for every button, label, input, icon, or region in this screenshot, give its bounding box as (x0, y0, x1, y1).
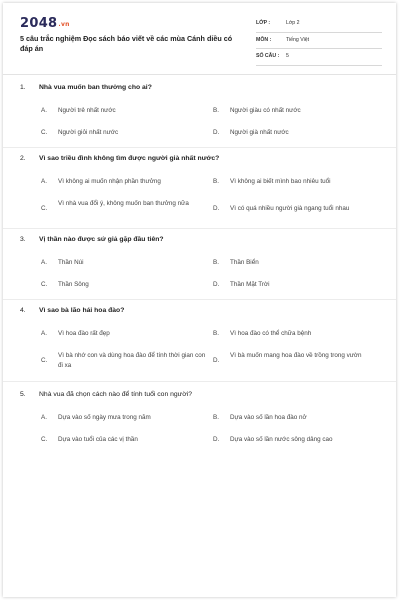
option-letter: C. (41, 281, 48, 288)
option-text: Thần Biển (230, 259, 259, 266)
option-letter: D. (213, 436, 220, 443)
option-text: Người già nhất nước (230, 129, 289, 136)
option-text: Vì hoa đào có thể chữa bệnh (230, 330, 312, 337)
question-label: Vị thần nào được sứ giả gặp đầu tiên? (39, 236, 164, 243)
option-text: Dựa vào tuổi của các vị thần (58, 436, 138, 443)
question-text (20, 236, 164, 243)
option-letter: D. (213, 129, 220, 136)
document-title: 5 câu trắc nghiệm Đọc sách báo viết về các mùa Cánh diều có đáp án (20, 34, 233, 53)
question-text (20, 155, 219, 162)
question-text (20, 84, 152, 91)
worksheet-page (3, 3, 396, 597)
option-letter: A. (41, 107, 47, 114)
question-number: 4. (20, 307, 26, 314)
option-text: Vì nhà vua đổi ý, không muốn ban thưởng nữa (58, 200, 189, 207)
meta-value: 5 (286, 53, 289, 59)
option-letter: C. (41, 357, 48, 364)
option-letter: B. (213, 178, 219, 185)
option-text: Dựa vào số ngày mưa trong năm (58, 414, 151, 421)
meta-value: Tiếng Việt (286, 36, 310, 43)
question-label: Vì sao triều đình không tìm được người già nhất nước? (39, 155, 220, 162)
meta-row-grade (256, 18, 382, 33)
option-text: Người giàu có nhất nước (230, 107, 301, 114)
option-text: Thần Mặt Trời (230, 281, 270, 288)
meta-row-subject (256, 35, 382, 50)
site-logo[interactable] (20, 16, 70, 31)
option-letter: B. (213, 107, 219, 114)
meta-label: MÔN : (256, 36, 272, 43)
meta-value: Lớp 2 (286, 20, 300, 26)
meta-label: SỐ CÂU : (256, 53, 280, 59)
option-letter: A. (41, 330, 47, 337)
option-text: Vì có quá nhiều người già ngang tuổi nhau (230, 205, 350, 212)
meta-row-count (256, 51, 382, 66)
option-letter: A. (41, 178, 47, 185)
question-number: 5. (20, 391, 26, 398)
option-letter: D. (213, 281, 220, 288)
option-text: Vì bà nhớ con và dùng hoa đào để tính thời gian con đi xa (58, 352, 206, 369)
option-letter: D. (213, 205, 220, 212)
question-divider (3, 299, 396, 300)
question-number: 2. (20, 155, 26, 162)
question-text (20, 391, 192, 398)
option-text: Thần Núi (58, 259, 84, 266)
option-text: Người trẻ nhất nước (58, 107, 116, 114)
question-divider (3, 381, 396, 382)
meta-label: LỚP : (256, 20, 271, 26)
option-text: Thần Sông (58, 281, 89, 288)
option-c[interactable] (41, 199, 201, 219)
header-divider (3, 74, 396, 75)
option-letter: C. (41, 205, 48, 212)
option-letter: A. (41, 259, 47, 266)
option-letter: D. (213, 357, 220, 364)
question-text (20, 307, 124, 314)
option-letter: C. (41, 129, 48, 136)
question-label: Vì sao bà lão hái hoa đào? (39, 307, 125, 314)
option-letter: C. (41, 436, 48, 443)
question-divider (3, 228, 396, 229)
logo-suffix: .vn (58, 21, 70, 28)
option-c[interactable] (41, 351, 206, 371)
option-text: Vì không ai biết mình bao nhiêu tuổi (230, 178, 331, 185)
option-text: Dựa vào số lần hoa đào nở (230, 414, 307, 421)
option-d[interactable] (213, 351, 378, 371)
option-text: Người giỏi nhất nước (58, 129, 119, 136)
logo-main: 2048 (20, 16, 58, 31)
question-divider (3, 147, 396, 148)
question-number: 1. (20, 84, 26, 91)
worksheet-header (3, 3, 396, 65)
question-label: Nhà vua muốn ban thưởng cho ai? (39, 84, 152, 91)
option-letter: A. (41, 414, 47, 421)
option-text: Vì bà muốn mang hoa đào về trồng trong vườn (230, 352, 362, 359)
question-number: 3. (20, 236, 26, 243)
option-letter: B. (213, 414, 219, 421)
option-text: Vì không ai muốn nhận phần thưởng (58, 178, 161, 185)
option-letter: B. (213, 330, 219, 337)
option-text: Dựa vào số lần nước sông dâng cao (230, 436, 333, 443)
option-letter: B. (213, 259, 219, 266)
meta-info (256, 18, 382, 68)
question-label: Nhà vua đã chọn cách nào để tính tuổi con người? (39, 391, 192, 398)
option-text: Vì hoa đào rất đẹp (58, 330, 110, 337)
